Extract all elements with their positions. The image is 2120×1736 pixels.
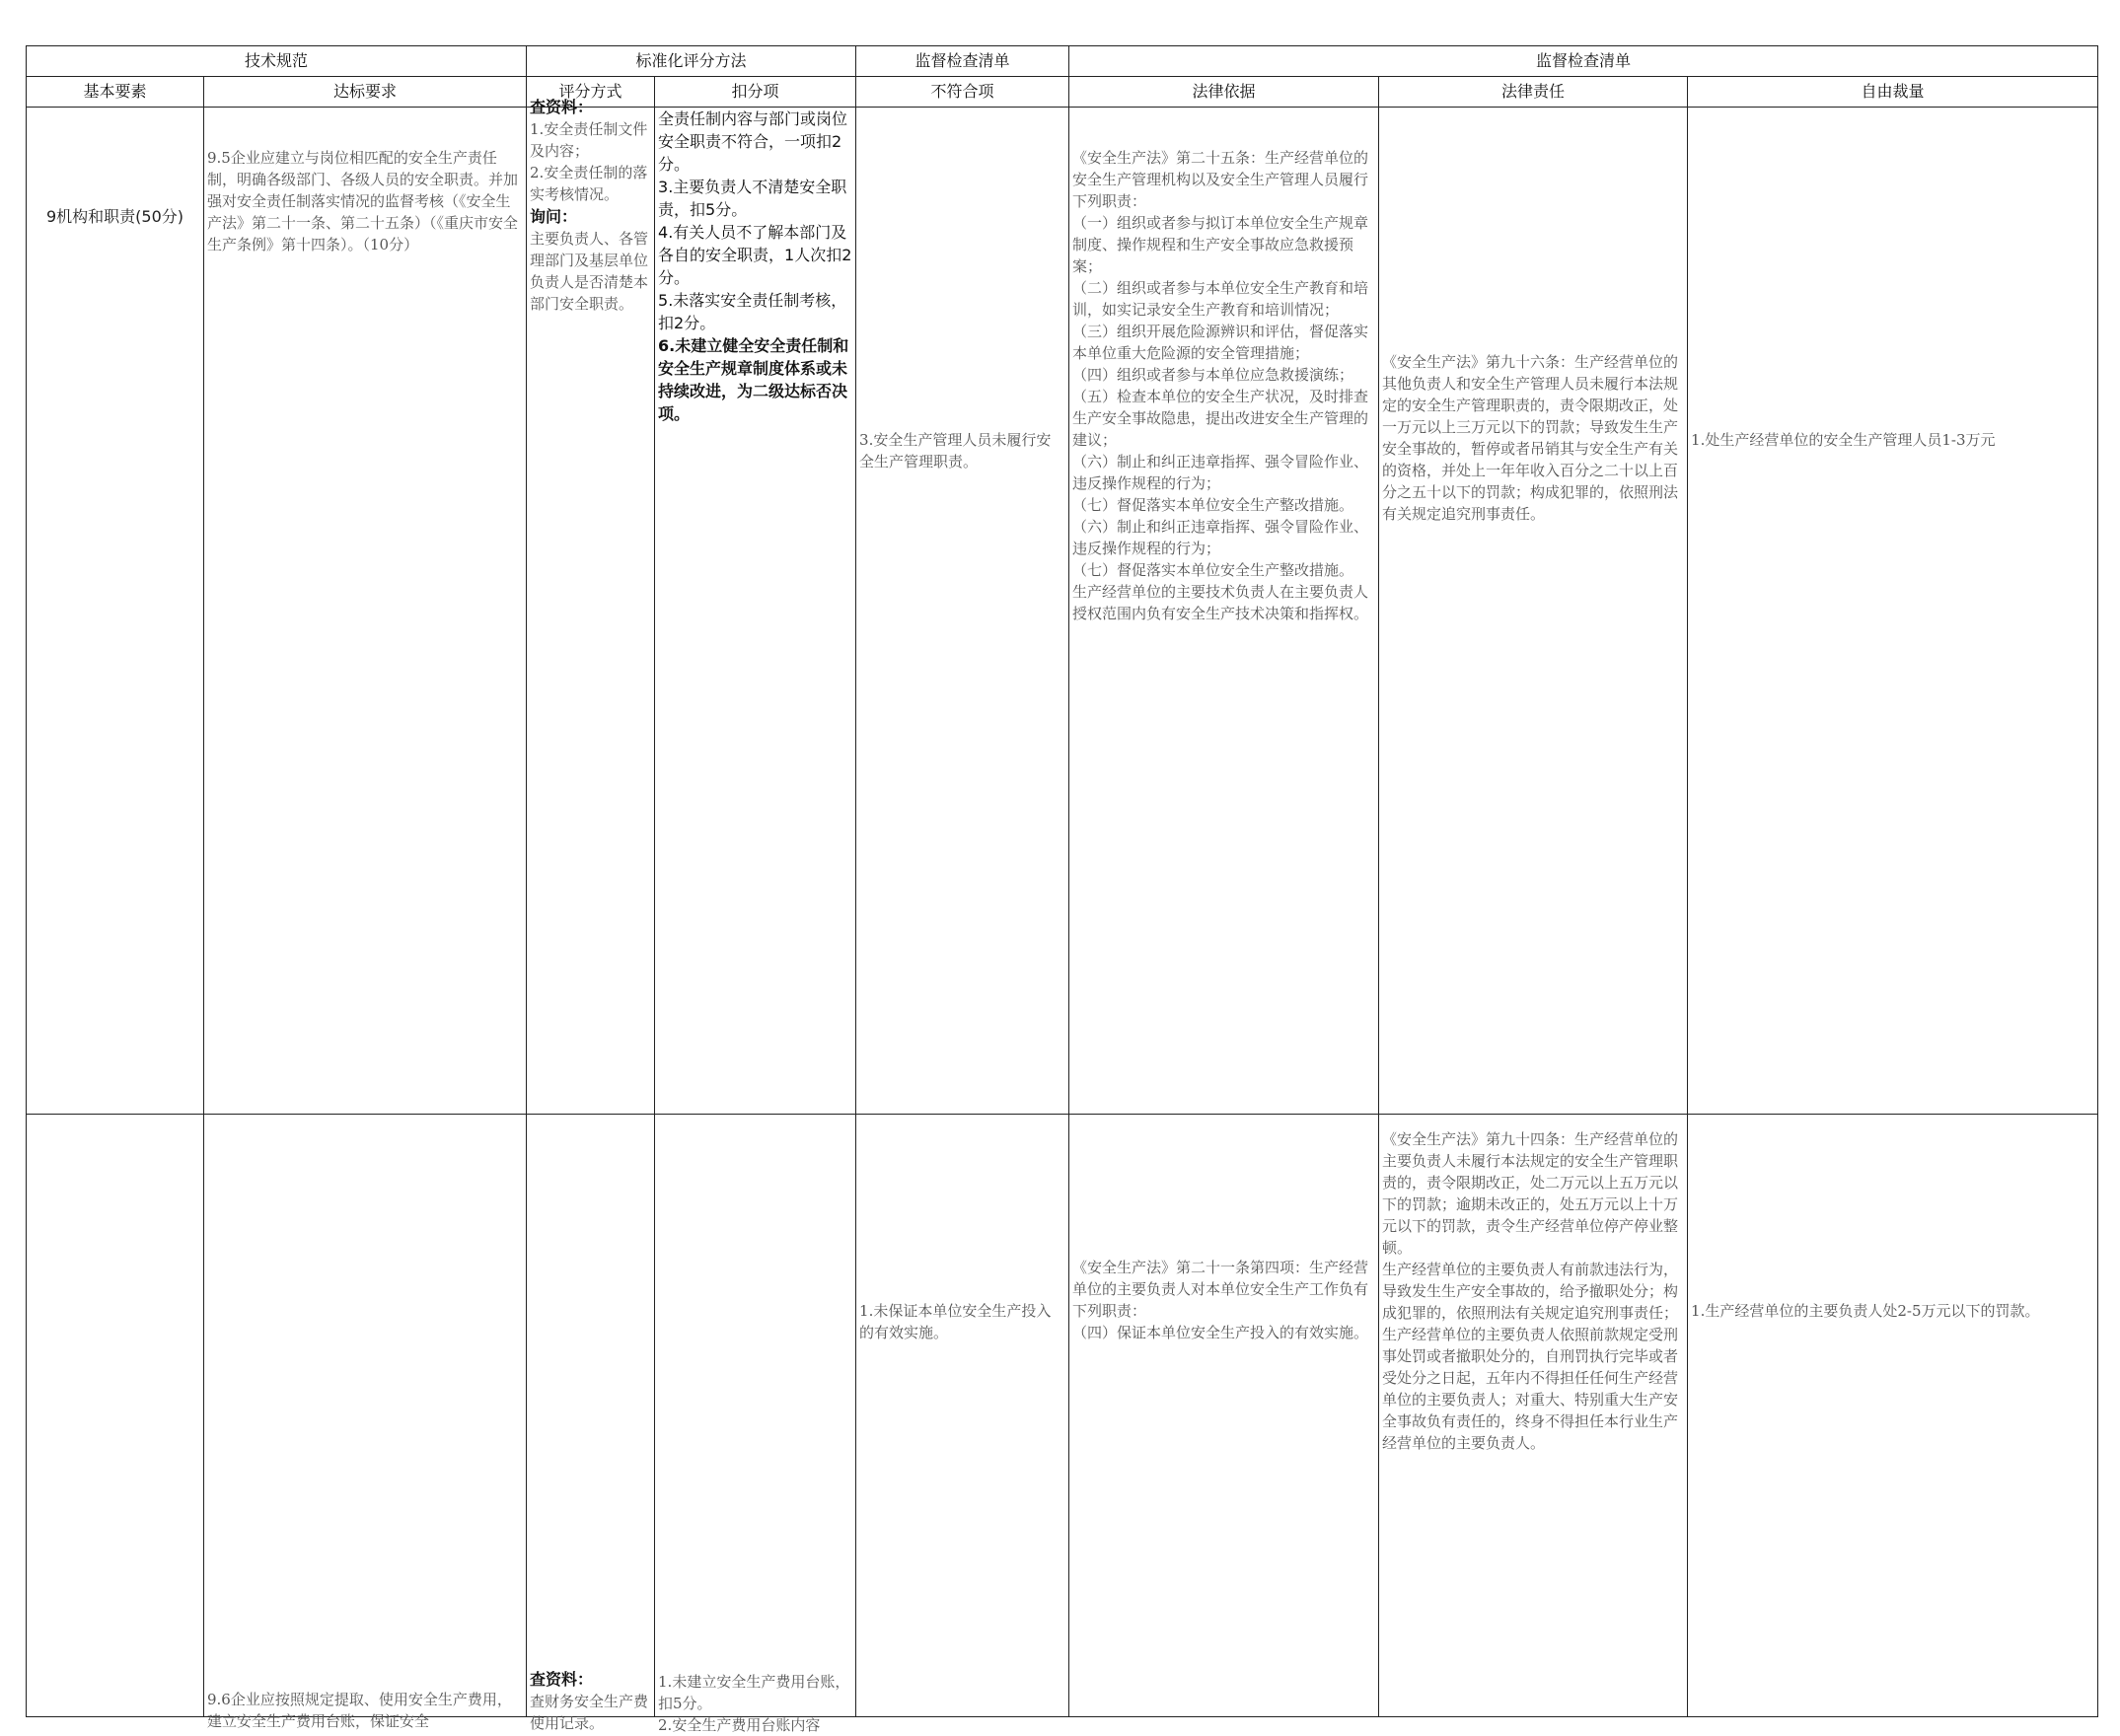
method-inquiry-text: 主要负责人、各管理部门及基层单位负责人是否清楚本部门安全职责。: [530, 230, 649, 313]
nonconform-text: 3.安全生产管理人员未履行安全生产管理职责。: [859, 431, 1052, 470]
discretion-cell: [1688, 1115, 2098, 1717]
column-header-legal-basis: 法律依据: [1069, 77, 1379, 108]
requirement-text: 9.6企业应按照规定提取、使用安全生产费用，建立安全生产费用台账，保证安全: [207, 1691, 512, 1730]
nonconform-text: 1.未保证本单位安全生产投入的有效实施。: [859, 1302, 1052, 1341]
method-materials-text: 1.安全责任制文件及内容； 2.安全责任制的落实考核情况。: [530, 120, 648, 203]
discretion-text: 1.生产经营单位的主要负责人处2-5万元以下的罚款。: [1691, 1302, 2040, 1320]
requirement-text: 9.5企业应建立与岗位相匹配的安全生产责任制，明确各级部门、各级人员的安全职责。并加强对安全责任制落实情况的监督考核（《安全生产法》第二十一条、第二十五条）（《重庆市安全生产条例》第十四条）。（10分）: [207, 149, 519, 253]
deduction-text: 1.未建立安全生产费用台账，扣5分。 2.安全生产费用台账内容: [658, 1673, 850, 1734]
legal-basis-cell: [1069, 108, 1379, 1115]
column-header-requirement: 达标要求: [204, 77, 527, 108]
column-header-deduction: 扣分项: [655, 77, 856, 108]
liability-text: 《安全生产法》第九十六条：生产经营单位的其他负责人和安全生产管理人员未履行本法规定的安全生产管理职责的，责令限期改正，处一万元以上三万元以下的罚款；导致发生生产安全事故的，暂停或者吊销其与安全生产有关的资格，并处上一年年收入百分之二十以上百分之五十以下的罚款；构成犯罪的，依照刑法有关规定追究刑事责任。: [1382, 353, 1679, 523]
inspection-table: [26, 45, 2098, 1734]
group-header-checklist-a: 监督检查清单: [856, 46, 1069, 77]
liability-text: 《安全生产法》第九十四条：生产经营单位的主要负责人未履行本法规定的安全生产管理职责的，责令限期改正，处二万元以上五万元以下的罚款；逾期未改正的，处五万元以上十万元以下的罚款，责令生产经营单位停产停业整顿。 生产经营单位的主要负责人有前款违法行为，导致发生生产安全事故的，给予撤职处分；构成犯罪的，依照刑法有关规定追究刑事责任； 生产经营单位的主要负责人依照前款规定受刑事处罚或者撤职处分的，自刑罚执行完毕或者受处分之日起，五年内不得担任任何生产经营单位的主要负责人；对重大、特别重大生产安全事故负有责任的，终身不得担任本行业生产经营单位的主要负责人。: [1382, 1130, 1679, 1452]
legal-basis-cell: [1069, 1115, 1379, 1717]
column-header-row: [27, 77, 2098, 108]
group-header-scoring: 标准化评分方法: [527, 46, 856, 77]
method-label-inquiry: 询问：: [530, 207, 578, 226]
liability-cell: [1379, 108, 1688, 1115]
legal-basis-text: 《安全生产法》第二十五条：生产经营单位的安全生产管理机构以及安全生产管理人员履行下列职责： （一）组织或者参与拟订本单位安全生产规章制度、操作规程和生产安全事故应急救援预案； （二）组织或者参与本单位安全生产教育和培训，如实记录安全生产教育和培训情况； （三）组织开展危险源辨识和评估，督促落实本单位重大危险源的安全管理措施； （四）组织或者参与本单位应急救援演练； （五）检查本单位的安全生产状况，及时排查生产安全事故隐患，提出改进安全生产管理的建议； （六）制止和纠正违章指挥、强令冒险作业、违反操作规程的行为； （七）督促落实本单位安全生产整改措施。 （六）制止和纠正违章指挥、强令冒险作业、违反操作规程的行为； （七）督促落实本单位安全生产整改措施。 生产经营单位的主要技术负责人在主要负责人授权范围内负有安全生产技术决策和指挥权。: [1072, 149, 1369, 622]
deduction-text: 全责任制内容与部门或岗位安全职责不符合，一项扣2分。 3.主要负责人不清楚安全职责，扣5分。 4.有关人员不了解本部门及各自的安全职责，1人次扣2分。 5.未落实安全责任制考核，扣2分。: [658, 109, 852, 332]
deduction-cell: [655, 108, 856, 1115]
column-header-element: 基本要素: [27, 77, 204, 108]
requirement-cell: [204, 108, 527, 1115]
group-header-checklist-b: 监督检查清单: [1069, 46, 2098, 77]
element-cell: [27, 1115, 204, 1717]
deduction-cell: [655, 1115, 856, 1734]
spreadsheet-page: [26, 45, 2097, 1734]
element-cell: [27, 108, 204, 1115]
method-label-materials: 查资料：: [530, 1670, 594, 1689]
column-header-liability: 法律责任: [1379, 77, 1688, 108]
table-row: [27, 1115, 2098, 1717]
liability-cell: [1379, 1115, 1688, 1717]
group-header-row: [27, 46, 2098, 77]
deduction-veto-text: 6.未建立健全安全责任制和安全生产规章制度体系或未持续改进，为二级达标否决项。: [658, 336, 849, 423]
column-header-method: 评分方式: [527, 77, 655, 108]
table-row: [27, 108, 2098, 1115]
column-header-nonconform: 不符合项: [856, 77, 1069, 108]
column-header-discretion: 自由裁量: [1688, 77, 2098, 108]
element-text: 9机构和职责(50分): [45, 207, 184, 226]
discretion-cell: [1688, 108, 2098, 1115]
requirement-cell: [204, 1115, 527, 1730]
legal-basis-text: 《安全生产法》第二十一条第四项：生产经营单位的主要负责人对本单位安全生产工作负有下列职责： （四）保证本单位安全生产投入的有效实施。: [1072, 1259, 1369, 1341]
group-header-tech-spec: 技术规范: [27, 46, 527, 77]
discretion-text: 1.处生产经营单位的安全生产管理人员1-3万元: [1691, 431, 1996, 449]
nonconform-cell: [856, 108, 1069, 1115]
method-cell: [527, 1115, 655, 1732]
method-cell: [527, 98, 655, 1115]
nonconform-cell: [856, 1115, 1069, 1717]
method-label-materials: 查资料：: [530, 98, 594, 116]
method-materials-text: 查财务安全生产费使用记录。: [530, 1693, 649, 1732]
